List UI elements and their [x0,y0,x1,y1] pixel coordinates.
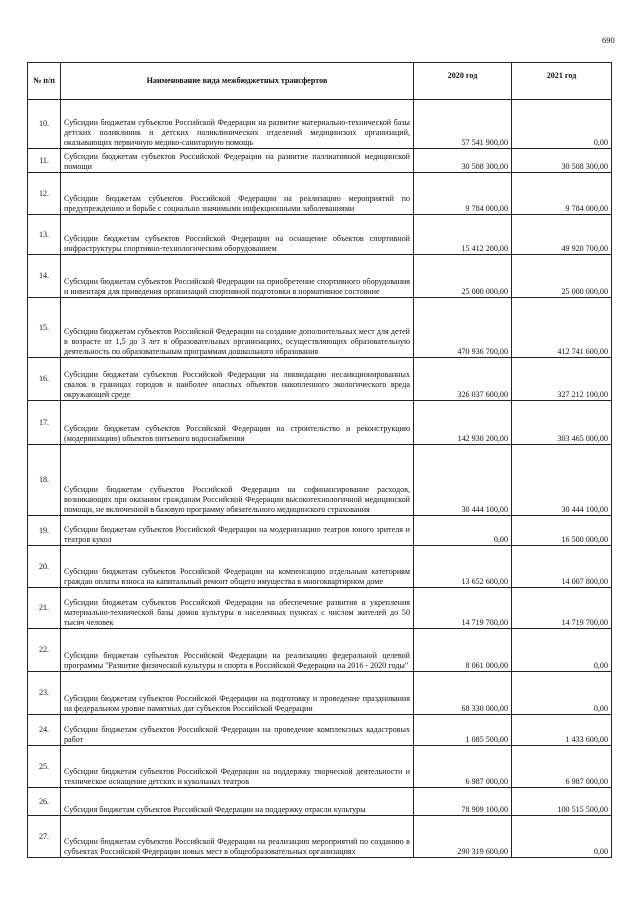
row-number: 15. [28,298,61,358]
table-row [28,149,612,173]
row-amount-2021: 6 987 000,00 [512,746,612,788]
table-header [28,63,612,100]
header-year-2020: 2020 год [414,63,512,100]
row-name: Субсидии бюджетам субъектов Российской Федерации на поддержку творческой деятельности и техническое оснащение детских и кукольных театров [61,746,414,788]
row-amount-2020: 142 930 200,00 [414,401,512,445]
row-number: 14. [28,255,61,298]
row-amount-2021: 0,00 [512,672,612,715]
row-amount-2021: 14 719 700,00 [512,588,612,629]
table-row [28,715,612,746]
row-name: Субсидии бюджетам субъектов Российской Федерации на компенсацию отдельным категориям граждан оплаты взноса на капитальный ремонт общего имущества в многоквартирном доме [61,546,414,588]
row-amount-2020: 9 784 000,00 [414,173,512,215]
row-amount-2020: 68 330 000,00 [414,672,512,715]
page-number: 690 [602,35,615,45]
row-number: 19. [28,516,61,546]
row-number: 23. [28,672,61,715]
table-row [28,358,612,401]
row-amount-2020: 78 909 100,00 [414,788,512,816]
row-name: Субсидии бюджетам субъектов Российской Федерации на оснащение объектов спортивной инфраструктуры спортивно-технологическим оборудованием [61,215,414,255]
row-name: Субсидии бюджетам субъектов Российской Федерации на подготовку и проведение празднования на федеральном уровне памятных дат субъектов Российской Федерации [61,672,414,715]
row-name: Субсидии бюджетам субъектов Российской Федерации на строительство и реконструкцию (модернизацию) объектов питьевого водоснабжения [61,401,414,445]
row-amount-2020: 290 319 600,00 [414,816,512,858]
row-amount-2021: 100 515 500,00 [512,788,612,816]
row-amount-2021: 412 741 600,00 [512,298,612,358]
table-row [28,100,612,149]
row-number: 11. [28,149,61,173]
row-amount-2020: 8 061 000,00 [414,629,512,672]
header-year-2021: 2021 год [512,63,612,100]
row-amount-2021: 303 465 000,00 [512,401,612,445]
row-number: 27. [28,816,61,858]
row-amount-2021: 49 920 700,00 [512,215,612,255]
row-amount-2020: 25 000 000,00 [414,255,512,298]
row-name: Субсидии бюджетам субъектов Российской Федерации на обеспечение развития и укрепления материально-технической базы домов культуры в населенных пунктах с числом жителей до 50 тысяч человек [61,588,414,629]
row-amount-2020: 57 541 900,00 [414,100,512,149]
row-amount-2021: 14 007 800,00 [512,546,612,588]
row-name: Субсидии бюджетам субъектов Российской Федерации на модернизацию театров юного зрителя и театров кукол [61,516,414,546]
table-row [28,401,612,445]
row-amount-2020: 14 719 700,00 [414,588,512,629]
row-number: 17. [28,401,61,445]
row-name: Субсидии бюджетам субъектов Российской Федерации на софинансирование расходов, возникающих при оказании гражданам Российской Федерации высокотехнологичной медицинской помощи, не включенной в базовую программу обязательного медицинского страхования [61,445,414,516]
table-row [28,588,612,629]
row-amount-2020: 30 508 300,00 [414,149,512,173]
table-row [28,746,612,788]
table-body [28,100,612,858]
row-amount-2021: 30 444 100,00 [512,445,612,516]
row-name: Субсидии бюджетам субъектов Российской Федерации на реализацию федеральной целевой программы "Развитие физической культуры и спорта в Российской Федерации на 2016 - 2020 годы" [61,629,414,672]
table-row [28,445,612,516]
row-name: Субсидия бюджетам субъектов Российской Федерации на поддержку отрасли культуры [61,788,414,816]
table-row [28,215,612,255]
row-amount-2021: 0,00 [512,816,612,858]
row-number: 13. [28,215,61,255]
table-row [28,516,612,546]
row-number: 10. [28,100,61,149]
transfers-table [27,62,612,858]
row-amount-2020: 30 444 100,00 [414,445,512,516]
row-amount-2020: 6 987 000,00 [414,746,512,788]
table-row [28,298,612,358]
row-number: 25. [28,746,61,788]
row-amount-2020: 0,00 [414,516,512,546]
table-row [28,672,612,715]
row-number: 12. [28,173,61,215]
row-amount-2021: 16 500 000,00 [512,516,612,546]
table-row [28,816,612,858]
table-row [28,629,612,672]
row-name: Субсидии бюджетам субъектов Российской Федерации на развитие материально-технической базы детских поликлиник и детских поликлинических отделений медицинских организаций, оказывающих первичную медико-санитарную помощь [61,100,414,149]
table-row [28,546,612,588]
row-number: 21. [28,588,61,629]
row-number: 20. [28,546,61,588]
header-name: Наименование вида межбюджетных трансфертов [61,63,414,100]
row-name: Субсидии бюджетам субъектов Российской Федерации на ликвидацию несанкционированных свалок в границах городов и наиболее опасных объектов накопленного экологического вреда окружающей среде [61,358,414,401]
row-number: 24. [28,715,61,746]
row-amount-2021: 0,00 [512,629,612,672]
row-name: Субсидии бюджетам субъектов Российской Федерации на проведение комплексных кадастровых работ [61,715,414,746]
row-amount-2021: 0,00 [512,100,612,149]
row-amount-2021: 9 784 000,00 [512,173,612,215]
row-amount-2021: 327 212 100,00 [512,358,612,401]
table-row [28,173,612,215]
row-amount-2021: 1 433 600,00 [512,715,612,746]
row-name: Субсидии бюджетам субъектов Российской Федерации на реализацию мероприятий по созданию в субъектах Российской Федерации новых мест в общеобразовательных организациях [61,816,414,858]
row-amount-2021: 30 508 300,00 [512,149,612,173]
row-amount-2020: 13 652 600,00 [414,546,512,588]
row-amount-2020: 1 085 500,00 [414,715,512,746]
row-number: 18. [28,445,61,516]
row-number: 16. [28,358,61,401]
table-row [28,255,612,298]
row-amount-2020: 326 037 600,00 [414,358,512,401]
row-name: Субсидии бюджетам субъектов Российской Федерации на развитие паллиативной медицинской помощи [61,149,414,173]
header-num: № п/п [28,63,61,100]
row-name: Субсидии бюджетам субъектов Российской Федерации на реализацию мероприятий по предупреждению и борьбе с социально значимыми инфекционными заболеваниями [61,173,414,215]
row-name: Субсидии бюджетам субъектов Российской Федерации на приобретение спортивного оборудования и инвентаря для приведения организаций спортивной подготовки в нормативное состояние [61,255,414,298]
row-amount-2020: 15 412 200,00 [414,215,512,255]
row-amount-2021: 25 000 000,00 [512,255,612,298]
row-number: 26. [28,788,61,816]
row-amount-2020: 470 936 700,00 [414,298,512,358]
table-row [28,788,612,816]
row-number: 22. [28,629,61,672]
row-name: Субсидии бюджетам субъектов Российской Федерации на создание дополнительных мест для детей в возрасте от 1,5 до 3 лет в образовательных организациях, осуществляющих образовательную деятельность по образовательным программам дошкольного образования [61,298,414,358]
